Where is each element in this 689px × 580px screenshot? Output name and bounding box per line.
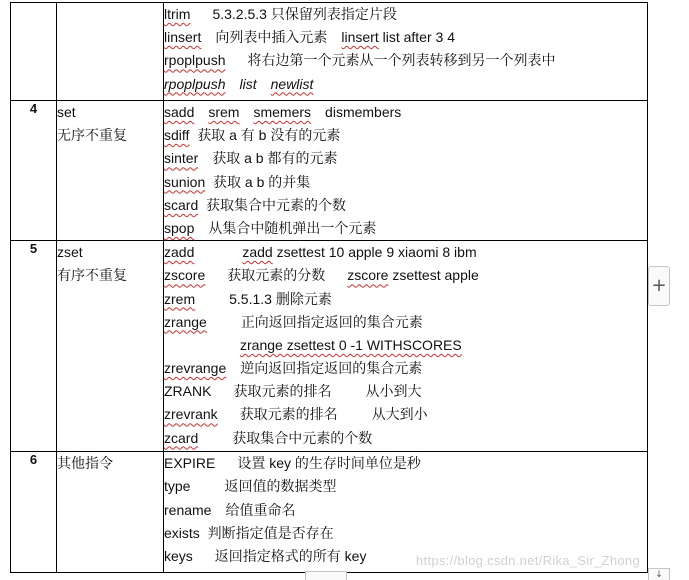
plus-icon: + bbox=[651, 275, 667, 296]
list-item bbox=[164, 73, 647, 96]
command-description: 获取集合中元素的个数 bbox=[206, 196, 347, 213]
example-command: zscore bbox=[347, 267, 389, 284]
command-name: zrange bbox=[164, 313, 207, 330]
command-description: 获取元素的排名 bbox=[233, 383, 332, 400]
command-description: 获取 a 有 b 没有的元素 bbox=[197, 127, 341, 144]
add-content-button[interactable] bbox=[648, 266, 670, 306]
example-args: zsettest 10 apple 9 xiaomi 8 ibm bbox=[276, 244, 477, 261]
row-type-cell bbox=[57, 101, 164, 241]
command-description: 获取元素的排名 bbox=[239, 406, 338, 423]
row-number: 4 bbox=[29, 101, 38, 116]
command-extra: 从大到小 bbox=[371, 406, 428, 423]
command-name: linsert bbox=[164, 29, 202, 46]
command-name: rename bbox=[164, 501, 212, 518]
command-name: sinter bbox=[164, 150, 199, 167]
type-name: set bbox=[57, 104, 76, 120]
command-extra: 从小到大 bbox=[365, 383, 422, 400]
list-item bbox=[164, 124, 647, 147]
command-description: 返回指定格式的所有 key bbox=[214, 547, 367, 564]
command-name: zrevrange bbox=[164, 360, 227, 377]
command-description: 获取元素的分数 bbox=[227, 267, 326, 284]
list-item bbox=[164, 403, 647, 426]
type-name: zset bbox=[57, 244, 83, 261]
scroll-down-button[interactable] bbox=[648, 568, 670, 580]
row-number: 5 bbox=[29, 241, 38, 257]
command-name: spop bbox=[164, 219, 195, 236]
command-name: keys bbox=[164, 547, 193, 564]
command-description: 返回值的数据类型 bbox=[224, 478, 337, 495]
command-description: 获取 a b 的并集 bbox=[213, 173, 311, 190]
command-name: dismembers bbox=[325, 104, 402, 120]
command-description: 正向返回指定返回的集合元素 bbox=[240, 313, 423, 330]
command-name: zscore bbox=[164, 267, 206, 284]
command-description: 5.3.2.5.3 只保留列表指定片段 bbox=[212, 6, 397, 22]
command-description: 给值重命名 bbox=[225, 501, 296, 518]
list-item bbox=[164, 380, 647, 403]
row-number-cell bbox=[11, 101, 57, 241]
command-description: 判断指定值是否存在 bbox=[207, 524, 334, 541]
command-name: exists bbox=[164, 524, 200, 541]
command-name: sdiff bbox=[164, 127, 190, 144]
command-description: 获取 a b 都有的元素 bbox=[212, 150, 338, 167]
row-number: 6 bbox=[29, 452, 38, 468]
command-name: rpoplpush bbox=[164, 52, 226, 69]
command-name: ZRANK bbox=[164, 383, 212, 400]
command-name: zrem bbox=[164, 290, 196, 307]
list-item bbox=[164, 522, 647, 545]
type-description: 无序不重复 bbox=[57, 127, 127, 143]
redis-command-table bbox=[10, 2, 648, 573]
command-description: 向列表中插入元素 bbox=[215, 29, 328, 46]
row-type-cell bbox=[57, 241, 164, 452]
command-description: 5.5.1.3 删除元素 bbox=[229, 290, 332, 307]
list-item bbox=[164, 3, 647, 26]
list-item bbox=[164, 499, 647, 522]
command-name: type bbox=[164, 478, 191, 495]
table-row-set bbox=[11, 101, 648, 241]
command-name: scard bbox=[164, 196, 199, 213]
list-item bbox=[164, 147, 647, 170]
list-item bbox=[164, 101, 647, 124]
row-type-cell bbox=[57, 452, 164, 573]
command-description: 获取集合中元素的个数 bbox=[232, 429, 373, 446]
row-description-cell bbox=[164, 3, 648, 101]
row-number-cell bbox=[11, 241, 57, 452]
row-number-cell bbox=[11, 452, 57, 573]
type-description: 有序不重复 bbox=[57, 267, 127, 284]
type-name: 其他指令 bbox=[57, 455, 113, 472]
list-item bbox=[164, 334, 647, 357]
list-item bbox=[164, 241, 647, 264]
list-item bbox=[164, 475, 647, 498]
command-name: zcard bbox=[164, 429, 199, 446]
command-arg: newlist bbox=[270, 75, 314, 92]
example-command: zadd bbox=[242, 244, 273, 261]
command-name: sadd bbox=[164, 104, 195, 120]
list-item bbox=[164, 264, 647, 287]
example-command: zrange zsettest 0 -1 WITHSCORES bbox=[240, 336, 462, 353]
command-name: ltrim bbox=[164, 6, 191, 22]
example-args: list after 3 4 bbox=[382, 29, 455, 46]
row-description-cell bbox=[164, 101, 648, 241]
command-name: rpoplpush bbox=[164, 75, 226, 92]
row-type-cell bbox=[57, 3, 164, 101]
list-item bbox=[164, 171, 647, 194]
command-name: zrevrank bbox=[164, 406, 218, 423]
list-item bbox=[164, 26, 647, 49]
list-item bbox=[164, 217, 647, 240]
list-item bbox=[164, 311, 647, 334]
command-description: 将右边第一个元素从一个列表转移到另一个列表中 bbox=[247, 52, 556, 69]
arrow-down-icon: ↓ bbox=[655, 569, 663, 580]
command-name: EXPIRE bbox=[164, 455, 216, 472]
example-args: zsettest apple bbox=[392, 267, 479, 284]
watermark-text: https://blog.csdn.net/Rika_Sir_Zhong bbox=[416, 553, 640, 568]
command-name: smemers bbox=[253, 104, 312, 120]
row-number-cell bbox=[11, 3, 57, 101]
list-item bbox=[164, 194, 647, 217]
table-row-list-continued bbox=[11, 3, 648, 101]
list-item bbox=[164, 49, 647, 72]
command-description: 从集合中随机弹出一个元素 bbox=[208, 219, 377, 236]
list-item bbox=[164, 427, 647, 450]
row-description-cell bbox=[164, 241, 648, 452]
command-description: 逆向返回指定返回的集合元素 bbox=[240, 360, 423, 377]
command-arg: list bbox=[239, 75, 257, 92]
command-name: srem bbox=[208, 104, 240, 120]
table-row-zset bbox=[11, 241, 648, 452]
list-item bbox=[164, 452, 647, 475]
command-name: sunion bbox=[164, 173, 206, 190]
list-item bbox=[164, 288, 647, 311]
command-name: zadd bbox=[164, 244, 195, 261]
list-item bbox=[164, 357, 647, 380]
command-description: 设置 key 的生存时间单位是秒 bbox=[237, 455, 421, 472]
example-command: linsert bbox=[341, 29, 379, 46]
